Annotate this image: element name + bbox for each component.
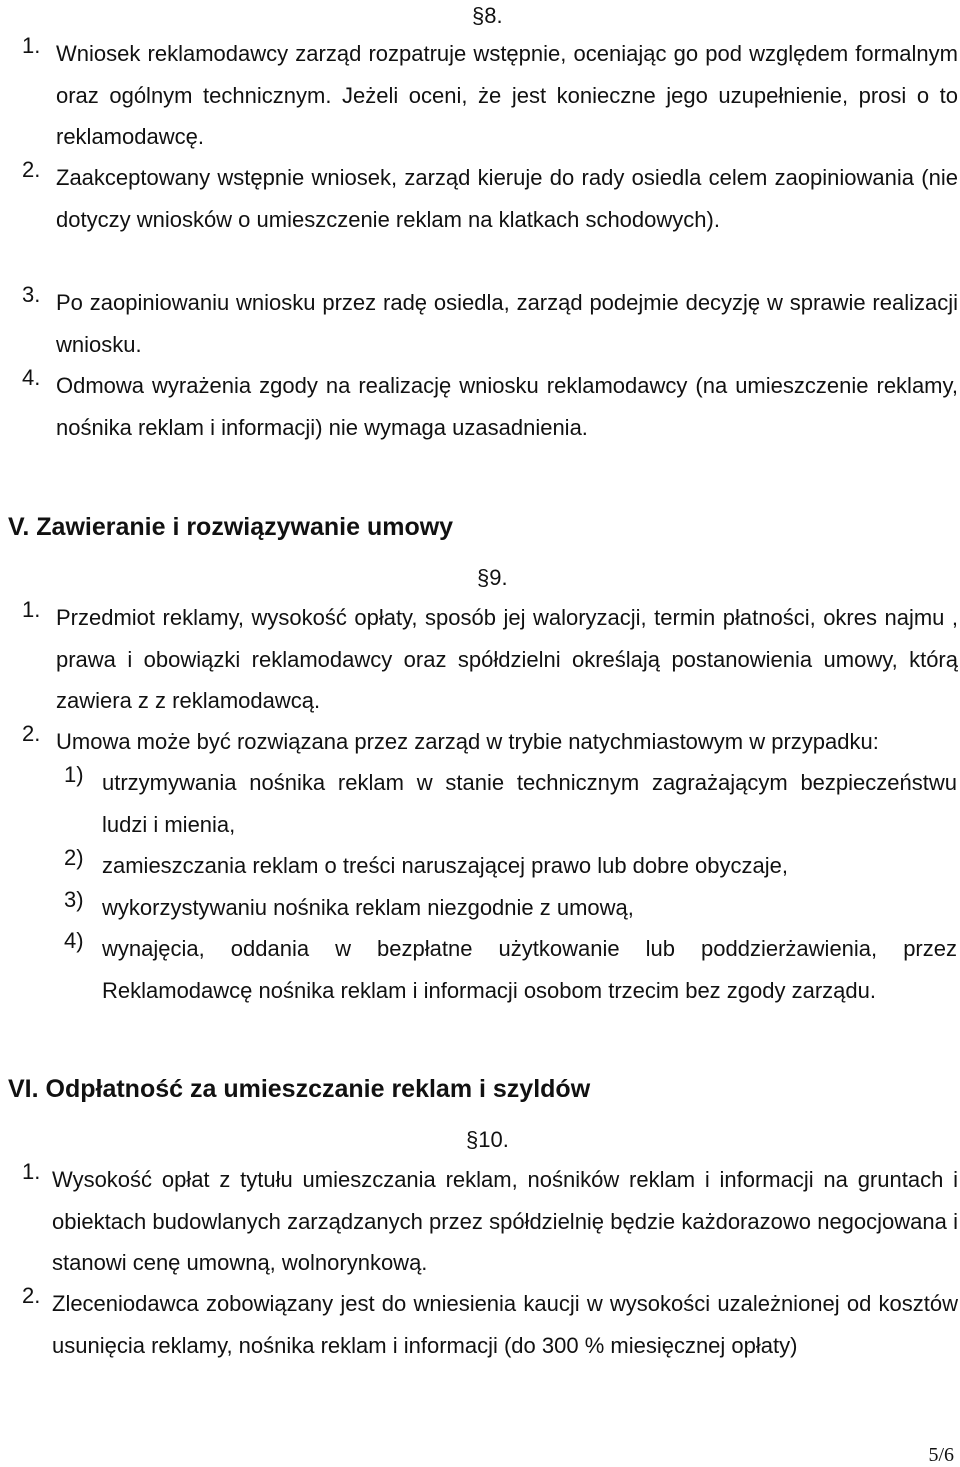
item-text: Przedmiot reklamy, wysokość opłaty, sposób jej waloryzacji, termin płatności, okres najmu , prawa i obowiązki reklamodawcy oraz spółdzielni określają postanowienia umowy, którą zawiera z z reklamodawcą. [56,605,958,713]
section-10-label: §10. [466,1127,509,1152]
item-text: Zleceniodawca zobowiązany jest do wniesienia kaucji w wysokości uzależnionej od kosztów usunięcia reklamy, nośnika reklam i informacji (do 300 % miesięcznej opłaty) [52,1291,958,1358]
item-number: 1. [22,33,41,58]
subitem-text: utrzymywania nośnika reklam w stanie technicznym zagrażającym bezpieczeństwu ludzi i mienia, [102,770,957,837]
item-text: Wysokość opłat z tytułu umieszczania reklam, nośników reklam i informacji na gruntach i obiektach budowlanych zarządzanych przez spółdzielnię będzie każdorazowo negocjowana i stanowi cenę umowną, wolnorynkową. [52,1167,958,1275]
section-8-label: §8. [472,3,503,28]
item-text: Odmowa wyrażenia zgody na realizację wniosku reklamodawcy (na umieszczenie reklamy, nośnika reklam i informacji) nie wymaga uzasadnienia. [56,373,958,440]
section-9-subitem-2 [64,845,957,887]
item-number: 2. [22,1283,41,1308]
subitem-number: 1) [64,762,84,787]
section-10-item-1 [22,1159,958,1284]
item-text: Umowa może być rozwiązana przez zarząd w trybie natychmiastowym w przypadku: [56,729,879,754]
section-9-item-2 [22,721,958,763]
section-8-item-3 [22,282,958,365]
item-number: 1. [22,597,41,622]
section-9-subitem-1 [64,762,957,845]
item-number: 2. [22,721,41,746]
item-text: Po zaopiniowaniu wniosku przez radę osiedla, zarząd podejmie decyzję w sprawie realizacji wniosku. [56,290,958,357]
item-number: 1. [22,1159,41,1184]
section-8-item-2 [22,157,958,240]
section-9-subitem-4 [64,928,957,1011]
subitem-number: 4) [64,928,84,953]
item-number: 2. [22,157,41,182]
section-8-item-4 [22,365,958,448]
subitem-text: wynajęcia, oddania w bezpłatne użytkowanie lub poddzierżawienia, przez Reklamodawcę nośnika reklam i informacji osobom trzecim bez zgody zarządu. [102,936,957,1003]
item-text: Zaakceptowany wstępnie wniosek, zarząd kieruje do rady osiedla celem zaopiniowania (nie dotyczy wniosków o umieszczenie reklam na klatkach schodowych). [56,165,958,232]
section-10-item-2 [22,1283,958,1366]
subitem-number: 2) [64,845,84,870]
subitem-text: zamieszczania reklam o treści naruszającej prawo lub dobre obyczaje, [102,853,788,878]
page-number: 5/6 [928,1444,954,1466]
section-8-item-1 [22,33,958,158]
item-number: 3. [22,282,41,307]
section-9-item-1 [22,597,958,722]
chapter-6-heading: VI. Odpłatność za umieszczanie reklam i szyldów [8,1075,591,1103]
subitem-number: 3) [64,887,84,912]
item-number: 4. [22,365,41,390]
chapter-5-heading: V. Zawieranie i rozwiązywanie umowy [8,513,454,541]
item-text: Wniosek reklamodawcy zarząd rozpatruje wstępnie, oceniając go pod względem formalnym oraz ogólnym technicznym. Jeżeli oceni, że jest konieczne jego uzupełnienie, prosi o to reklamodawcę. [56,41,958,149]
subitem-text: wykorzystywaniu nośnika reklam niezgodnie z umową, [102,895,634,920]
section-9-subitem-3 [64,887,957,929]
section-9-label: §9. [477,565,508,590]
